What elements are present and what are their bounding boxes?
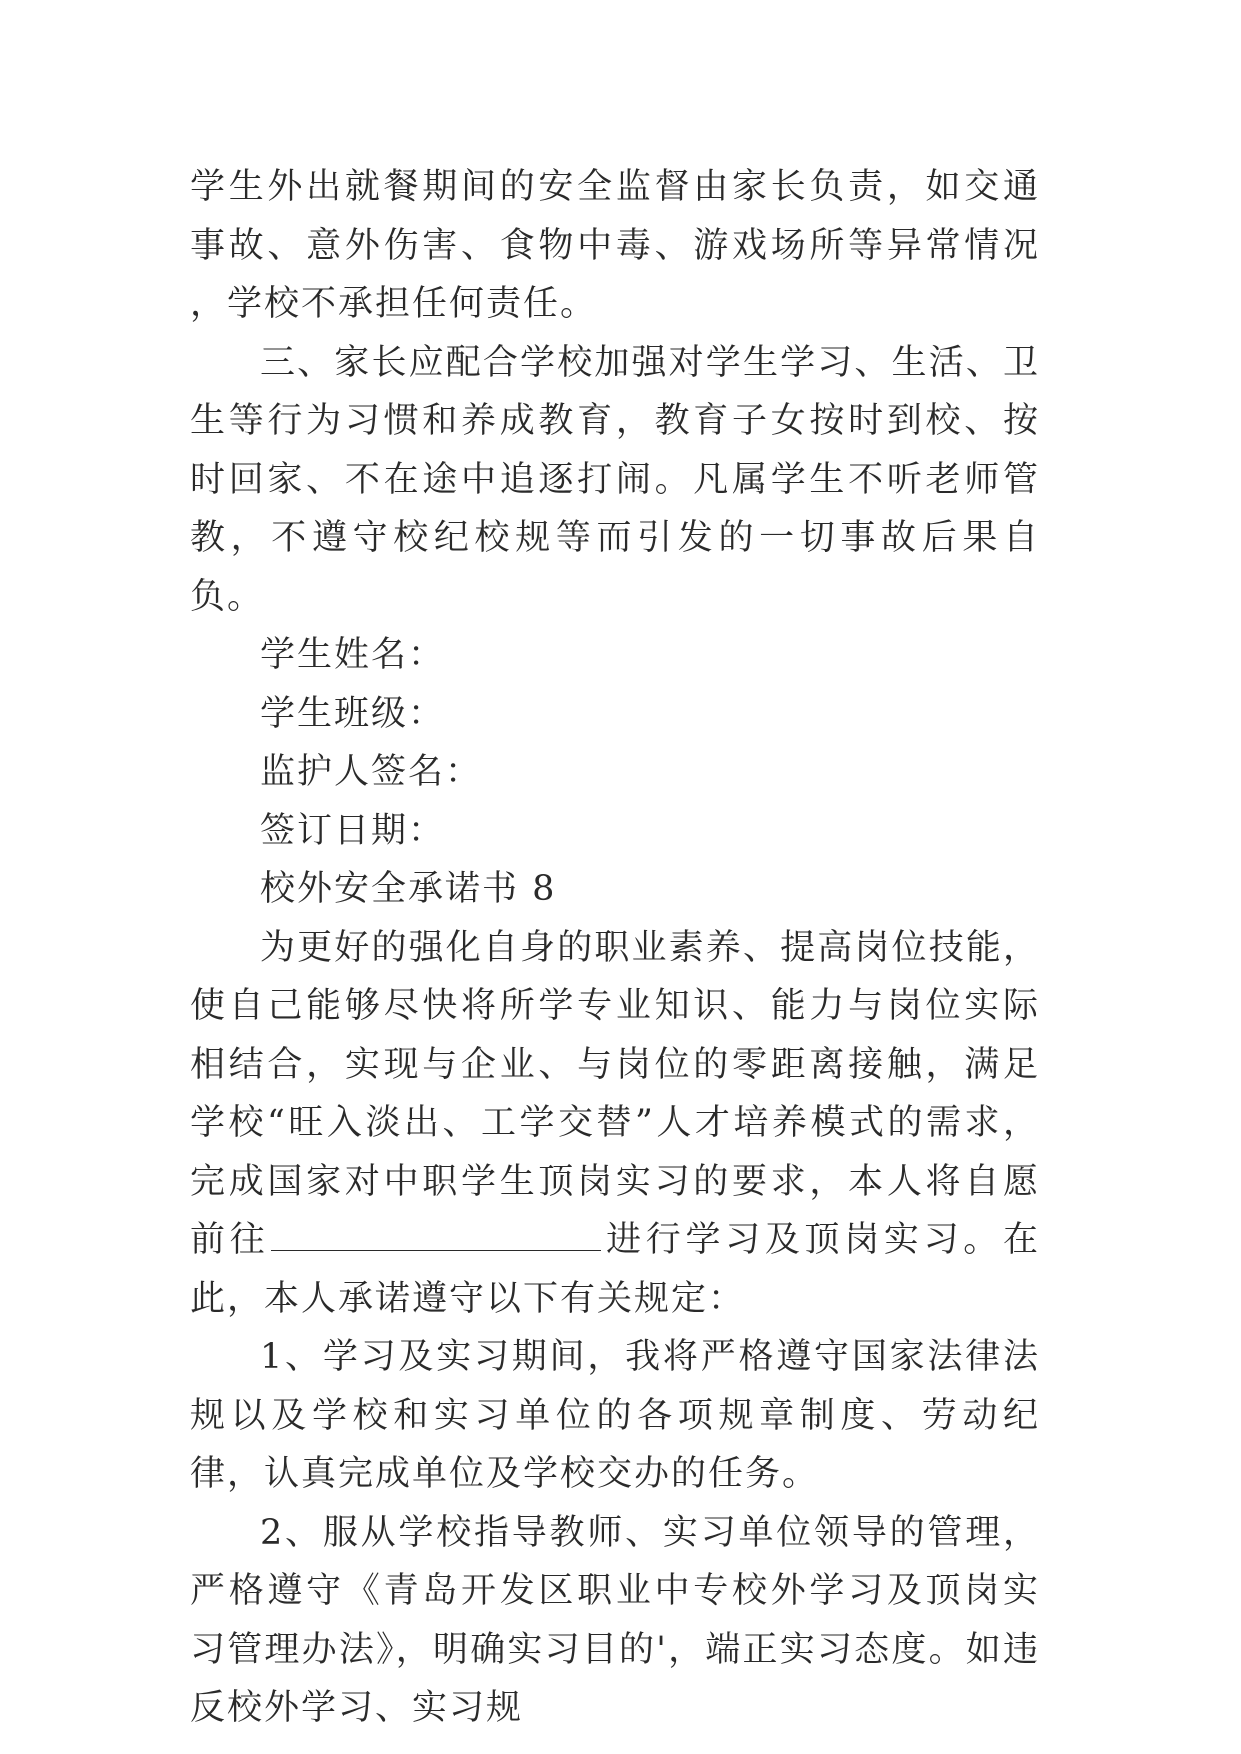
field-guardian-signature: 监护人签名：: [260, 752, 483, 792]
field-student-class: 学生班级：: [260, 693, 446, 734]
intro-text-before-blank: 为更好的强化自身的职业素养、提高岗位技能，使自己能够尽快将所学专业知识、能力与岗位实际相结合，实现与企业、与岗位的零距离接触，满足学校“旺入淡出、工学交替”人才培养模式的需求，完成国家对中职学生顶岗实习的要求，本人将自愿前往: [190, 927, 1040, 1260]
field-student-name: 学生姓名：: [260, 635, 446, 675]
paragraph-internship-intro: [190, 919, 1040, 1329]
paragraph-clause-three: 三、家长应配合学校加强对学生学习、生活、卫生等行为习惯和养成教育，教育子女按时到校、按时回家、不在途中追逐打闹。凡属学生不听老师管教，不遵守校纪校规等而引发的一切事故后果自负。: [190, 342, 1040, 617]
field-signing-date: 签订日期：: [260, 810, 446, 851]
intro-text-after-blank: 进行学习及顶岗实习。在此，本人承诺遵守以下有关规定：: [190, 1220, 1040, 1319]
document-body: [190, 158, 1040, 1738]
paragraph-rule-two: 2、服从学校指导教师、实习单位领导的管理，严格遵守《青岛开发区职业中专校外学习及顶岗实习管理办法》，明确实习目的'，端正实习态度。如违反校外学习、实习规: [190, 1512, 1040, 1728]
section-title: 校外安全承诺书 8: [260, 869, 557, 909]
destination-blank-line: [271, 1220, 601, 1251]
paragraph-parent-responsibility: 学生外出就餐期间的安全监督由家长负责，如交通事故、意外伤害、食物中毒、游戏场所等异常情况 ，学校不承担任何责任。: [190, 167, 1040, 324]
paragraph-rule-one: 1、学习及实习期间，我将严格遵守国家法律法规以及学校和实习单位的各项规章制度、劳动纪律，认真完成单位及学校交办的任务。: [190, 1337, 1040, 1494]
